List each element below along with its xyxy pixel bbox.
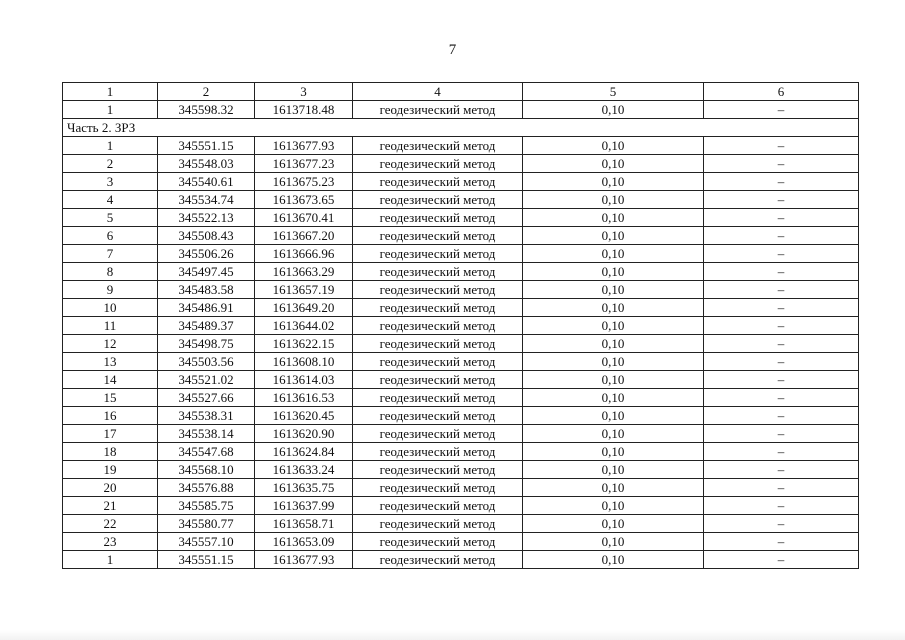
table-cell: –: [704, 407, 859, 425]
section-row: [63, 119, 859, 137]
table-row: [63, 551, 859, 569]
table-row: [63, 299, 859, 317]
table-cell: 16: [63, 407, 158, 425]
table-cell: 345585.75: [158, 497, 255, 515]
table-cell: геодезический метод: [353, 173, 523, 191]
table-row: [63, 173, 859, 191]
table-cell: 19: [63, 461, 158, 479]
table-cell: 345580.77: [158, 515, 255, 533]
table-cell: 345483.58: [158, 281, 255, 299]
table-cell: 345538.31: [158, 407, 255, 425]
table-cell: 1: [63, 101, 158, 119]
table-cell: 1613649.20: [255, 299, 353, 317]
table-cell: 1613673.65: [255, 191, 353, 209]
table-cell: 1613667.20: [255, 227, 353, 245]
table-cell: 15: [63, 389, 158, 407]
table-cell: 345503.56: [158, 353, 255, 371]
table-cell: –: [704, 299, 859, 317]
table-cell: –: [704, 191, 859, 209]
table-cell: геодезический метод: [353, 353, 523, 371]
table-cell: 345521.02: [158, 371, 255, 389]
scan-edge: [0, 630, 905, 640]
table-cell: 0,10: [523, 209, 704, 227]
table-cell: 1613675.23: [255, 173, 353, 191]
table-cell: геодезический метод: [353, 101, 523, 119]
table-cell: геодезический метод: [353, 245, 523, 263]
header-cell: 1: [63, 83, 158, 101]
coordinates-table: [62, 82, 859, 569]
table-cell: 0,10: [523, 389, 704, 407]
table-cell: 5: [63, 209, 158, 227]
table-cell: 6: [63, 227, 158, 245]
table-cell: 0,10: [523, 533, 704, 551]
table-cell: 345598.32: [158, 101, 255, 119]
table-cell: 1613677.93: [255, 551, 353, 569]
table-cell: 345534.74: [158, 191, 255, 209]
table-cell: 345506.26: [158, 245, 255, 263]
table-cell: геодезический метод: [353, 551, 523, 569]
table-row: [63, 317, 859, 335]
table-cell: геодезический метод: [353, 497, 523, 515]
table-cell: 1613658.71: [255, 515, 353, 533]
table-cell: 0,10: [523, 407, 704, 425]
table-cell: 1613666.96: [255, 245, 353, 263]
table-cell: 345489.37: [158, 317, 255, 335]
table-cell: 1613657.19: [255, 281, 353, 299]
table-cell: 0,10: [523, 497, 704, 515]
table-cell: 1613624.84: [255, 443, 353, 461]
table-row: [63, 137, 859, 155]
table-cell: геодезический метод: [353, 137, 523, 155]
table-cell: 0,10: [523, 227, 704, 245]
table-cell: 1613677.23: [255, 155, 353, 173]
table-cell: 345548.03: [158, 155, 255, 173]
table-cell: –: [704, 371, 859, 389]
table-cell: 0,10: [523, 551, 704, 569]
table-cell: 345522.13: [158, 209, 255, 227]
table-row: [63, 371, 859, 389]
table-cell: геодезический метод: [353, 191, 523, 209]
table-cell: геодезический метод: [353, 263, 523, 281]
table-cell: –: [704, 533, 859, 551]
table-row: [63, 227, 859, 245]
table-cell: 0,10: [523, 515, 704, 533]
header-cell: 6: [704, 83, 859, 101]
table-cell: 0,10: [523, 263, 704, 281]
table-cell: геодезический метод: [353, 533, 523, 551]
table-cell: 22: [63, 515, 158, 533]
table-row: [63, 101, 859, 119]
table-cell: геодезический метод: [353, 461, 523, 479]
table-cell: 345568.10: [158, 461, 255, 479]
section-title: Часть 2. ЗРЗ: [63, 119, 859, 137]
table-cell: –: [704, 281, 859, 299]
table-cell: 1613633.24: [255, 461, 353, 479]
table-cell: 1: [63, 551, 158, 569]
table-header-row: [63, 83, 859, 101]
table-cell: 0,10: [523, 173, 704, 191]
table-cell: –: [704, 101, 859, 119]
table-cell: 1613620.90: [255, 425, 353, 443]
table-row: [63, 191, 859, 209]
table-cell: –: [704, 389, 859, 407]
table-cell: геодезический метод: [353, 407, 523, 425]
table-cell: –: [704, 551, 859, 569]
table-cell: 0,10: [523, 101, 704, 119]
table-cell: 1613616.53: [255, 389, 353, 407]
table-row: [63, 461, 859, 479]
table-cell: 3: [63, 173, 158, 191]
table-cell: 1613718.48: [255, 101, 353, 119]
table-cell: –: [704, 353, 859, 371]
table-row: [63, 497, 859, 515]
table-cell: 345576.88: [158, 479, 255, 497]
table-cell: –: [704, 443, 859, 461]
table-cell: 345508.43: [158, 227, 255, 245]
table-cell: –: [704, 515, 859, 533]
table-cell: –: [704, 227, 859, 245]
table-cell: 13: [63, 353, 158, 371]
table-cell: 0,10: [523, 461, 704, 479]
table-cell: 4: [63, 191, 158, 209]
table-cell: 0,10: [523, 281, 704, 299]
table-cell: 18: [63, 443, 158, 461]
table-cell: геодезический метод: [353, 443, 523, 461]
table-cell: геодезический метод: [353, 389, 523, 407]
table-cell: 0,10: [523, 479, 704, 497]
table-row: [63, 245, 859, 263]
table-row: [63, 533, 859, 551]
page-number: 7: [448, 42, 457, 58]
table-cell: геодезический метод: [353, 155, 523, 173]
table-cell: 1613622.15: [255, 335, 353, 353]
table-cell: –: [704, 263, 859, 281]
header-cell: 3: [255, 83, 353, 101]
table-cell: 345551.15: [158, 137, 255, 155]
table-cell: 345497.45: [158, 263, 255, 281]
table-cell: 14: [63, 371, 158, 389]
table-cell: геодезический метод: [353, 317, 523, 335]
table-row: [63, 263, 859, 281]
table-cell: 1613635.75: [255, 479, 353, 497]
table-cell: 345538.14: [158, 425, 255, 443]
table-cell: 0,10: [523, 191, 704, 209]
table-row: [63, 209, 859, 227]
table-cell: –: [704, 497, 859, 515]
table-cell: 20: [63, 479, 158, 497]
table-cell: 1613670.41: [255, 209, 353, 227]
table-cell: 21: [63, 497, 158, 515]
table-cell: геодезический метод: [353, 371, 523, 389]
header-cell: 5: [523, 83, 704, 101]
table-row: [63, 425, 859, 443]
table-cell: 345551.15: [158, 551, 255, 569]
table-cell: –: [704, 245, 859, 263]
table-cell: –: [704, 479, 859, 497]
table-cell: –: [704, 209, 859, 227]
table-cell: 1613653.09: [255, 533, 353, 551]
table-cell: 0,10: [523, 425, 704, 443]
table-cell: 1613663.29: [255, 263, 353, 281]
table-row: [63, 515, 859, 533]
table-cell: 0,10: [523, 137, 704, 155]
table-cell: 0,10: [523, 299, 704, 317]
table-cell: 17: [63, 425, 158, 443]
table-cell: 1: [63, 137, 158, 155]
table-cell: 0,10: [523, 245, 704, 263]
table-cell: 345547.68: [158, 443, 255, 461]
table-cell: –: [704, 425, 859, 443]
table-cell: –: [704, 173, 859, 191]
table-cell: геодезический метод: [353, 281, 523, 299]
table-cell: –: [704, 317, 859, 335]
table-cell: 345527.66: [158, 389, 255, 407]
table-cell: 345486.91: [158, 299, 255, 317]
header-cell: 4: [353, 83, 523, 101]
table-cell: 1613620.45: [255, 407, 353, 425]
table-row: [63, 389, 859, 407]
section-rows: [63, 137, 859, 569]
header-cell: 2: [158, 83, 255, 101]
table-cell: 1613677.93: [255, 137, 353, 155]
table-cell: геодезический метод: [353, 209, 523, 227]
table-cell: геодезический метод: [353, 227, 523, 245]
first-rows: [63, 101, 859, 119]
table-row: [63, 479, 859, 497]
table-cell: 23: [63, 533, 158, 551]
table-cell: 1613644.02: [255, 317, 353, 335]
table-cell: –: [704, 137, 859, 155]
table-row: [63, 353, 859, 371]
table-cell: геодезический метод: [353, 335, 523, 353]
table-cell: 2: [63, 155, 158, 173]
table-row: [63, 281, 859, 299]
table-cell: геодезический метод: [353, 515, 523, 533]
table-cell: 1613614.03: [255, 371, 353, 389]
table-cell: 0,10: [523, 335, 704, 353]
table-cell: 0,10: [523, 353, 704, 371]
table-cell: 0,10: [523, 155, 704, 173]
table-cell: геодезический метод: [353, 479, 523, 497]
table-row: [63, 335, 859, 353]
table-row: [63, 407, 859, 425]
table-cell: 1613608.10: [255, 353, 353, 371]
table-cell: 0,10: [523, 317, 704, 335]
table-cell: 10: [63, 299, 158, 317]
table-row: [63, 443, 859, 461]
table-cell: 1613637.99: [255, 497, 353, 515]
table-cell: –: [704, 155, 859, 173]
table-cell: 12: [63, 335, 158, 353]
table-cell: –: [704, 335, 859, 353]
table-cell: геодезический метод: [353, 299, 523, 317]
table-row: [63, 155, 859, 173]
table-cell: 0,10: [523, 371, 704, 389]
table-cell: 11: [63, 317, 158, 335]
table-cell: геодезический метод: [353, 425, 523, 443]
table-cell: 9: [63, 281, 158, 299]
table-cell: 0,10: [523, 443, 704, 461]
table-cell: 8: [63, 263, 158, 281]
table-cell: 345498.75: [158, 335, 255, 353]
table-cell: 7: [63, 245, 158, 263]
table-cell: –: [704, 461, 859, 479]
table-cell: 345540.61: [158, 173, 255, 191]
table-cell: 345557.10: [158, 533, 255, 551]
